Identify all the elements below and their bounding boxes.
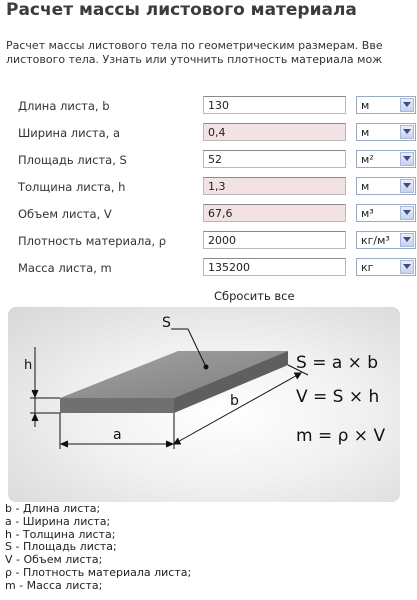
chevron-down-icon[interactable] [400,206,414,220]
density-input[interactable] [203,231,346,249]
density-unit-select[interactable] [356,231,416,249]
mass-label: Масса листа, m [18,261,112,275]
reset-all-button[interactable]: Сбросить все [214,289,295,303]
plate-diagram [8,307,400,502]
h-label: h [24,358,33,373]
intro-line-2: листового тела. Узнать или уточнить плотность материала мож [6,53,383,66]
a-label: a [113,427,122,443]
formula-area: S = a × b [296,353,379,373]
width-unit-value: м [361,126,370,139]
intro-line-1: Расчет массы листового тела по геометрическим размерам. Вве [6,39,383,52]
legend-list [5,503,191,593]
thickness-label: Толщина листа, h [18,180,126,194]
length-input[interactable] [203,96,346,114]
area-unit-value: м² [361,153,374,166]
chevron-down-icon[interactable] [400,125,414,139]
volume-unit-select[interactable] [356,204,416,222]
thickness-input[interactable] [203,177,346,195]
row-area [0,149,417,171]
thickness-unit-value: м [361,180,370,193]
area-unit-select[interactable] [356,150,416,168]
density-unit-value: кг/м³ [361,234,390,247]
formula-mass: m = ρ × V [296,426,386,446]
legend-item: ρ - Плотность материала листа; [5,565,192,579]
row-thickness [0,176,417,198]
row-mass [0,257,417,279]
s-label: S [162,315,171,331]
thickness-unit-select[interactable] [356,177,416,195]
volume-input[interactable] [203,204,346,222]
volume-unit-value: м³ [361,207,374,220]
plate-front-face [60,398,174,413]
legend-item: h - Толщина листа; [5,527,116,541]
width-label: Ширина листа, a [18,126,121,140]
row-density [0,230,417,252]
intro-text [6,39,417,67]
row-volume [0,203,417,225]
thickness-dimension [30,347,60,427]
mass-unit-value: кг [361,261,374,274]
length-unit-select[interactable] [356,96,416,114]
chevron-down-icon[interactable] [400,260,414,274]
page-title: Расчет массы листового материала [6,0,357,20]
mass-input[interactable] [203,258,346,276]
chevron-down-icon[interactable] [400,233,414,247]
length-unit-value: м [361,99,370,112]
mass-unit-select[interactable] [356,258,416,276]
area-label: Площадь листа, S [18,153,127,167]
area-input[interactable] [203,150,346,168]
width-input[interactable] [203,123,346,141]
legend-item: m - Масса листа; [5,578,103,592]
legend-item: S - Площадь листа; [5,540,117,554]
chevron-down-icon[interactable] [400,98,414,112]
legend-item: a - Ширина листа; [5,514,111,528]
b-label: b [230,393,239,409]
chevron-down-icon[interactable] [400,179,414,193]
formula-volume: V = S × h [296,387,380,407]
row-length [0,95,417,117]
volume-label: Объем листа, V [18,207,112,221]
legend-item: V - Объем листа; [5,553,103,567]
row-width [0,122,417,144]
width-unit-select[interactable] [356,123,416,141]
length-label: Длина листа, b [18,99,110,113]
plate-illustration [8,307,400,502]
density-label: Плотность материала, ρ [18,234,167,248]
legend-item: b - Длина листа; [5,502,101,515]
chevron-down-icon[interactable] [400,152,414,166]
